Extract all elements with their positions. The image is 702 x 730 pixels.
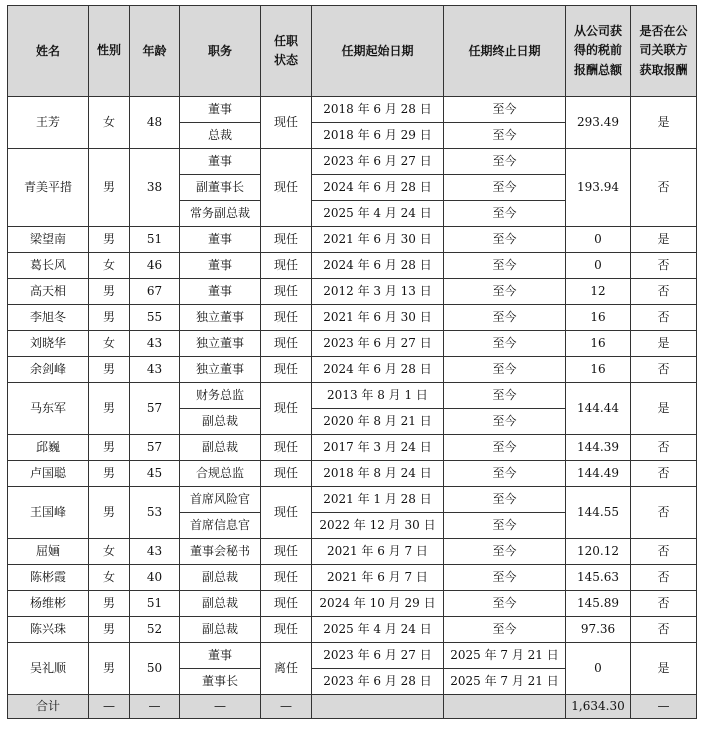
person-age: 51 <box>130 591 180 617</box>
role-end-date: 至今 <box>444 513 566 539</box>
person-compensation: 144.55 <box>566 487 631 539</box>
table-row <box>8 591 697 617</box>
role-end-date: 至今 <box>444 97 566 123</box>
role-start-date: 2024 年 6 月 28 日 <box>312 253 444 279</box>
role-start-date: 2017 年 3 月 24 日 <box>312 435 444 461</box>
person-compensation: 293.49 <box>566 97 631 149</box>
role-start-date: 2021 年 6 月 7 日 <box>312 565 444 591</box>
role-start-date: 2018 年 6 月 29 日 <box>312 123 444 149</box>
role-title: 董事 <box>180 227 261 253</box>
role-end-date: 至今 <box>444 487 566 513</box>
role-title: 董事会秘书 <box>180 539 261 565</box>
person-status: 现任 <box>261 617 312 643</box>
person-age: 45 <box>130 461 180 487</box>
role-end-date: 至今 <box>444 331 566 357</box>
header-name: 姓名 <box>8 6 89 97</box>
role-start-date: 2018 年 8 月 24 日 <box>312 461 444 487</box>
person-related-party: 是 <box>631 383 697 435</box>
person-age: 51 <box>130 227 180 253</box>
header-gender <box>89 6 130 97</box>
role-title: 总裁 <box>180 123 261 149</box>
role-title: 首席信息官 <box>180 513 261 539</box>
person-name: 卢国聪 <box>8 461 89 487</box>
person-gender: 男 <box>89 643 130 695</box>
person-gender: 男 <box>89 279 130 305</box>
role-start-date: 2020 年 8 月 21 日 <box>312 409 444 435</box>
person-name: 马东军 <box>8 383 89 435</box>
person-name: 李旭冬 <box>8 305 89 331</box>
person-compensation: 16 <box>566 357 631 383</box>
table-row <box>8 227 697 253</box>
person-related-party: 否 <box>631 591 697 617</box>
role-title: 副董事长 <box>180 175 261 201</box>
person-compensation: 0 <box>566 253 631 279</box>
table-row <box>8 331 697 357</box>
total-start <box>312 695 444 719</box>
header-start-date: 任期起始日期 <box>312 6 444 97</box>
header-compensation-text: 从公司获得的税前报酬总额 <box>574 24 623 77</box>
person-name: 杨维彬 <box>8 591 89 617</box>
role-title: 副总裁 <box>180 591 261 617</box>
role-end-date: 至今 <box>444 383 566 409</box>
header-status <box>261 6 312 97</box>
person-compensation: 12 <box>566 279 631 305</box>
role-start-date: 2021 年 6 月 7 日 <box>312 539 444 565</box>
person-gender: 男 <box>89 305 130 331</box>
person-related-party: 否 <box>631 461 697 487</box>
person-status: 现任 <box>261 227 312 253</box>
header-gender-text: 性别 <box>97 43 122 58</box>
total-age: — <box>130 695 180 719</box>
person-age: 46 <box>130 253 180 279</box>
table-row <box>8 149 697 175</box>
role-title: 董事长 <box>180 669 261 695</box>
person-related-party: 否 <box>631 539 697 565</box>
person-gender: 男 <box>89 591 130 617</box>
person-related-party: 否 <box>631 279 697 305</box>
person-status: 现任 <box>261 487 312 539</box>
person-related-party: 是 <box>631 643 697 695</box>
person-name: 余剑峰 <box>8 357 89 383</box>
table-row <box>8 539 697 565</box>
role-start-date: 2018 年 6 月 28 日 <box>312 97 444 123</box>
person-related-party: 否 <box>631 357 697 383</box>
role-title: 财务总监 <box>180 383 261 409</box>
role-title: 副总裁 <box>180 617 261 643</box>
person-gender: 男 <box>89 149 130 227</box>
total-position: — <box>180 695 261 719</box>
role-end-date: 至今 <box>444 591 566 617</box>
person-gender: 女 <box>89 539 130 565</box>
person-related-party: 是 <box>631 227 697 253</box>
person-name: 高天相 <box>8 279 89 305</box>
person-age: 53 <box>130 487 180 539</box>
executive-compensation-table <box>7 5 697 719</box>
role-end-date: 至今 <box>444 227 566 253</box>
total-gender: — <box>89 695 130 719</box>
role-end-date: 至今 <box>444 435 566 461</box>
total-status: — <box>261 695 312 719</box>
header-end-date: 任期终止日期 <box>444 6 566 97</box>
table-row <box>8 253 697 279</box>
person-compensation: 16 <box>566 331 631 357</box>
person-compensation: 97.36 <box>566 617 631 643</box>
role-end-date: 至今 <box>444 305 566 331</box>
person-gender: 女 <box>89 97 130 149</box>
person-compensation: 120.12 <box>566 539 631 565</box>
table-row <box>8 305 697 331</box>
role-end-date: 至今 <box>444 409 566 435</box>
person-name: 青美平措 <box>8 149 89 227</box>
role-title: 首席风险官 <box>180 487 261 513</box>
person-status: 现任 <box>261 591 312 617</box>
person-compensation: 0 <box>566 227 631 253</box>
role-end-date: 2025 年 7 月 21 日 <box>444 643 566 669</box>
person-status: 现任 <box>261 435 312 461</box>
person-related-party: 否 <box>631 565 697 591</box>
header-age: 年龄 <box>130 6 180 97</box>
role-start-date: 2021 年 6 月 30 日 <box>312 305 444 331</box>
role-end-date: 至今 <box>444 279 566 305</box>
person-status: 现任 <box>261 565 312 591</box>
person-compensation: 144.44 <box>566 383 631 435</box>
person-status: 现任 <box>261 279 312 305</box>
person-age: 57 <box>130 383 180 435</box>
total-row <box>8 695 697 719</box>
table-body <box>8 97 697 695</box>
total-end <box>444 695 566 719</box>
role-title: 独立董事 <box>180 357 261 383</box>
person-age: 48 <box>130 97 180 149</box>
role-start-date: 2024 年 6 月 28 日 <box>312 175 444 201</box>
person-gender: 男 <box>89 227 130 253</box>
person-age: 43 <box>130 331 180 357</box>
table-row <box>8 279 697 305</box>
person-related-party: 否 <box>631 487 697 539</box>
person-gender: 男 <box>89 357 130 383</box>
role-start-date: 2023 年 6 月 27 日 <box>312 149 444 175</box>
person-age: 55 <box>130 305 180 331</box>
table-row <box>8 383 697 409</box>
person-compensation: 145.89 <box>566 591 631 617</box>
person-related-party: 否 <box>631 149 697 227</box>
role-end-date: 至今 <box>444 539 566 565</box>
table-row <box>8 97 697 123</box>
role-title: 副总裁 <box>180 409 261 435</box>
person-related-party: 否 <box>631 435 697 461</box>
role-start-date: 2025 年 4 月 24 日 <box>312 617 444 643</box>
person-gender: 女 <box>89 253 130 279</box>
role-end-date: 至今 <box>444 565 566 591</box>
person-name: 刘晓华 <box>8 331 89 357</box>
role-end-date: 至今 <box>444 123 566 149</box>
header-status-text: 任职状态 <box>274 33 299 67</box>
header-related-party-text: 是否在公司关联方获取报酬 <box>639 24 688 77</box>
role-title: 独立董事 <box>180 331 261 357</box>
person-name: 王国峰 <box>8 487 89 539</box>
role-title: 副总裁 <box>180 435 261 461</box>
table-row <box>8 435 697 461</box>
person-gender: 男 <box>89 435 130 461</box>
table-row <box>8 643 697 669</box>
person-age: 43 <box>130 357 180 383</box>
person-related-party: 否 <box>631 305 697 331</box>
person-age: 52 <box>130 617 180 643</box>
person-compensation: 193.94 <box>566 149 631 227</box>
role-end-date: 至今 <box>444 149 566 175</box>
role-start-date: 2023 年 6 月 27 日 <box>312 643 444 669</box>
role-end-date: 至今 <box>444 461 566 487</box>
role-start-date: 2024 年 6 月 28 日 <box>312 357 444 383</box>
role-start-date: 2012 年 3 月 13 日 <box>312 279 444 305</box>
role-end-date: 至今 <box>444 201 566 227</box>
person-related-party: 否 <box>631 253 697 279</box>
role-start-date: 2024 年 10 月 29 日 <box>312 591 444 617</box>
person-status: 现任 <box>261 97 312 149</box>
person-age: 57 <box>130 435 180 461</box>
person-status: 现任 <box>261 357 312 383</box>
person-compensation: 144.49 <box>566 461 631 487</box>
header-row <box>8 6 697 97</box>
person-name: 吴礼顺 <box>8 643 89 695</box>
person-related-party: 否 <box>631 617 697 643</box>
role-start-date: 2022 年 12 月 30 日 <box>312 513 444 539</box>
role-start-date: 2023 年 6 月 27 日 <box>312 331 444 357</box>
total-label: 合计 <box>8 695 89 719</box>
person-gender: 男 <box>89 461 130 487</box>
role-title: 副总裁 <box>180 565 261 591</box>
person-status: 现任 <box>261 305 312 331</box>
role-start-date: 2013 年 8 月 1 日 <box>312 383 444 409</box>
header-related-party <box>631 6 697 97</box>
person-gender: 男 <box>89 487 130 539</box>
person-status: 现任 <box>261 539 312 565</box>
header-position: 职务 <box>180 6 261 97</box>
person-status: 现任 <box>261 253 312 279</box>
role-title: 董事 <box>180 149 261 175</box>
total-related: — <box>631 695 697 719</box>
person-status: 现任 <box>261 149 312 227</box>
person-compensation: 144.39 <box>566 435 631 461</box>
person-age: 50 <box>130 643 180 695</box>
person-related-party: 是 <box>631 331 697 357</box>
role-start-date: 2021 年 6 月 30 日 <box>312 227 444 253</box>
table-row <box>8 487 697 513</box>
person-name: 葛长风 <box>8 253 89 279</box>
role-title: 董事 <box>180 97 261 123</box>
person-gender: 女 <box>89 565 130 591</box>
person-age: 40 <box>130 565 180 591</box>
person-gender: 女 <box>89 331 130 357</box>
role-title: 合规总监 <box>180 461 261 487</box>
person-related-party: 是 <box>631 97 697 149</box>
role-end-date: 至今 <box>444 617 566 643</box>
table-row <box>8 461 697 487</box>
role-end-date: 至今 <box>444 175 566 201</box>
role-start-date: 2023 年 6 月 28 日 <box>312 669 444 695</box>
person-compensation: 0 <box>566 643 631 695</box>
total-compensation: 1,634.30 <box>566 695 631 719</box>
role-title: 独立董事 <box>180 305 261 331</box>
person-gender: 男 <box>89 383 130 435</box>
person-age: 43 <box>130 539 180 565</box>
role-start-date: 2025 年 4 月 24 日 <box>312 201 444 227</box>
person-compensation: 145.63 <box>566 565 631 591</box>
person-status: 现任 <box>261 383 312 435</box>
role-end-date: 至今 <box>444 253 566 279</box>
role-end-date: 至今 <box>444 357 566 383</box>
header-compensation <box>566 6 631 97</box>
person-name: 王芳 <box>8 97 89 149</box>
person-name: 陈彬霞 <box>8 565 89 591</box>
table-row <box>8 617 697 643</box>
person-name: 梁望南 <box>8 227 89 253</box>
person-status: 现任 <box>261 461 312 487</box>
person-gender: 男 <box>89 617 130 643</box>
person-name: 屈婳 <box>8 539 89 565</box>
table-row <box>8 357 697 383</box>
role-start-date: 2021 年 1 月 28 日 <box>312 487 444 513</box>
role-title: 董事 <box>180 253 261 279</box>
person-age: 67 <box>130 279 180 305</box>
person-status: 现任 <box>261 331 312 357</box>
role-title: 董事 <box>180 643 261 669</box>
person-status: 离任 <box>261 643 312 695</box>
person-name: 陈兴珠 <box>8 617 89 643</box>
person-compensation: 16 <box>566 305 631 331</box>
person-age: 38 <box>130 149 180 227</box>
role-title: 常务副总裁 <box>180 201 261 227</box>
table-row <box>8 565 697 591</box>
role-end-date: 2025 年 7 月 21 日 <box>444 669 566 695</box>
role-title: 董事 <box>180 279 261 305</box>
person-name: 邱巍 <box>8 435 89 461</box>
